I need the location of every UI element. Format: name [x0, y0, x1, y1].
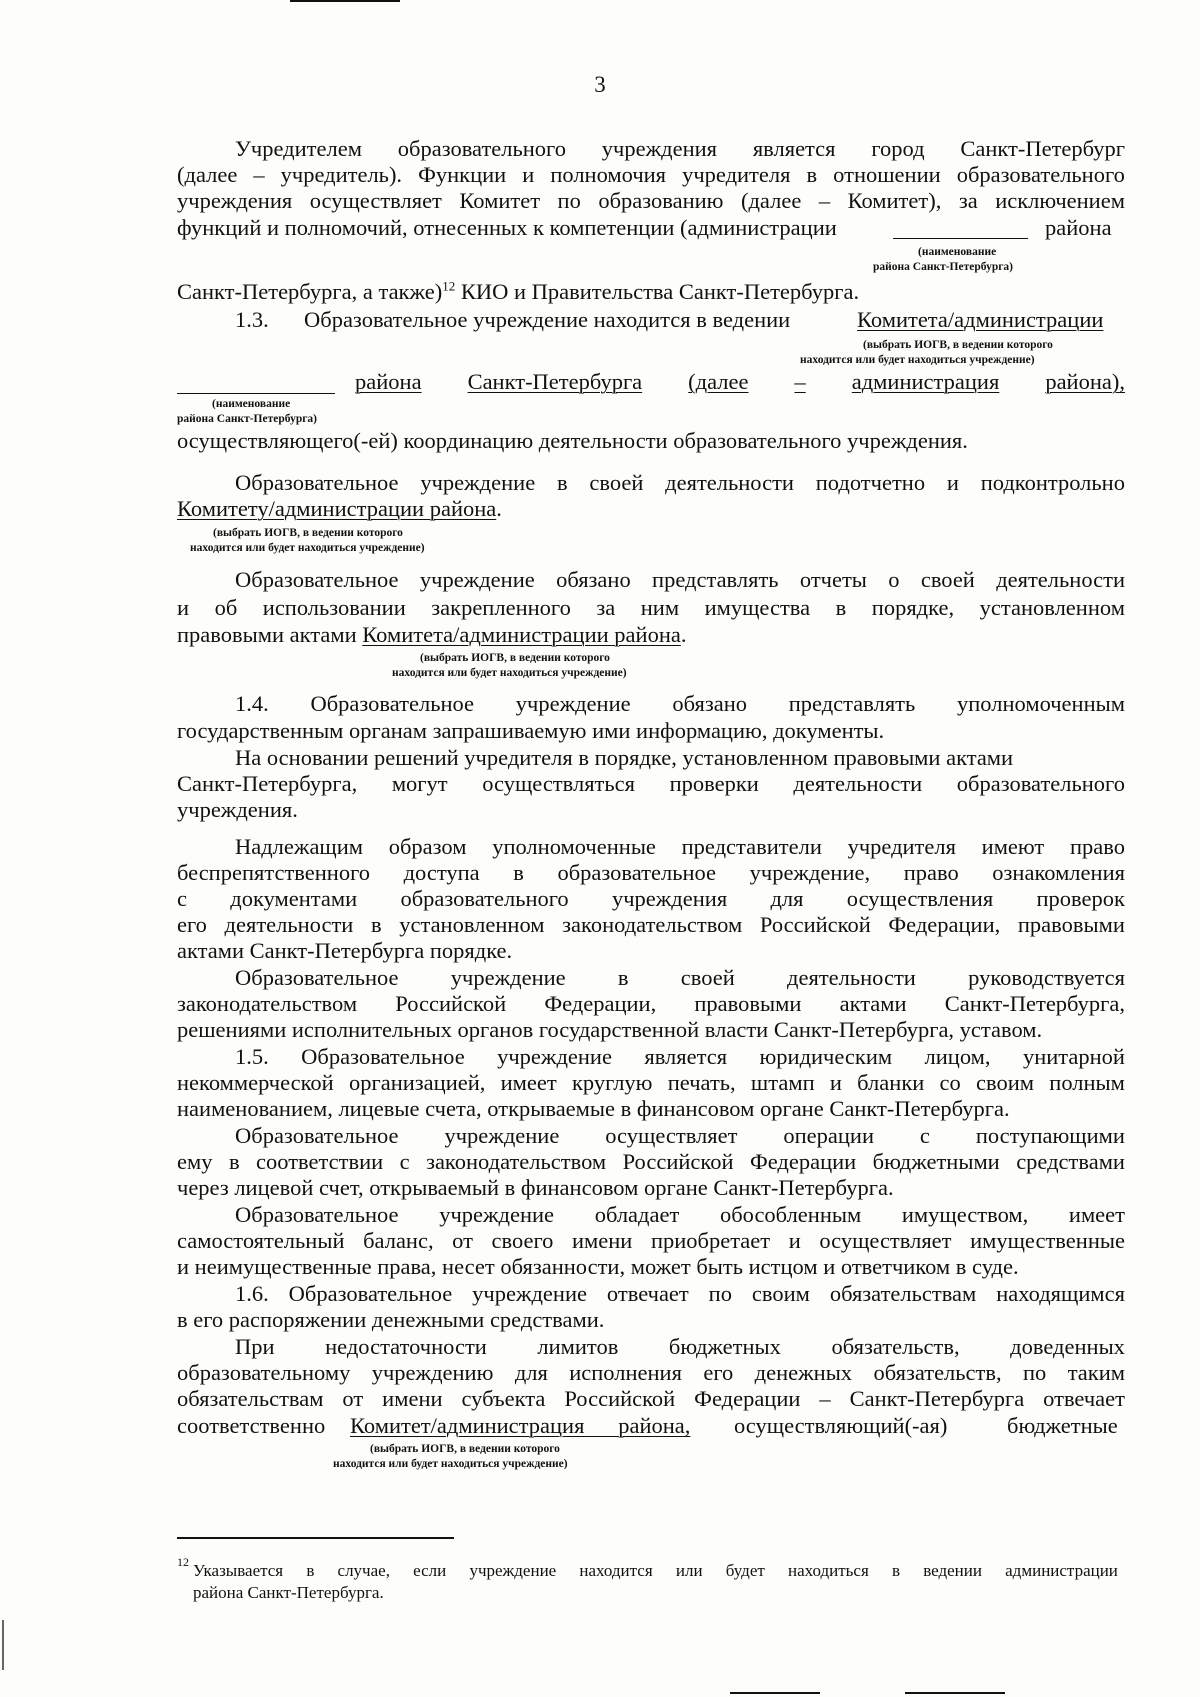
word: Федерации,	[544, 991, 657, 1016]
word: учреждение	[420, 470, 536, 495]
section-1-5-p2-line-1	[235, 1125, 1125, 1148]
word: печать,	[667, 1070, 736, 1095]
p1-line-5-post: КИО и Правительства Санкт-Петербурга.	[455, 279, 860, 304]
word: полным	[1049, 1070, 1125, 1095]
word: город	[871, 136, 925, 161]
ogv-choice-2: Комитету/администрации района	[177, 496, 497, 521]
word: учреждению	[371, 1360, 494, 1385]
word: деятельности	[665, 470, 794, 495]
ogv-choice-1: Комитета/администрации	[857, 307, 1104, 332]
scan-artifact-top	[290, 0, 400, 2]
word: (далее	[688, 369, 749, 394]
word: уполномоченным	[957, 691, 1125, 716]
word: баланс,	[363, 1228, 434, 1253]
word: Образовательное	[235, 965, 399, 990]
word: некоммерческой	[177, 1070, 334, 1095]
word: учредитель).	[280, 162, 403, 187]
s13-p2-l2-end: .	[496, 496, 502, 521]
word: Комитет	[459, 188, 541, 213]
word: ведении	[923, 1561, 982, 1580]
word: деятельности	[793, 771, 923, 796]
section-1-5-p2-line-2	[177, 1151, 1125, 1174]
word: администрация	[851, 369, 1000, 394]
word: Образовательное	[235, 1123, 399, 1148]
ogv-choice-3: Комитета/администрации района	[362, 622, 681, 647]
p1-line-1	[235, 138, 1125, 161]
word: средствами	[1016, 1149, 1125, 1174]
word: случае,	[337, 1561, 390, 1580]
section-1-4-line-1	[235, 693, 1125, 716]
word: отвечает	[1043, 1386, 1125, 1411]
word: Российской	[622, 1149, 734, 1174]
word: своей	[589, 470, 644, 495]
word: отвечает	[606, 1281, 689, 1306]
footnote-separator	[177, 1537, 454, 1539]
word: Санкт-Петербурга	[467, 369, 643, 394]
word: находящимся	[996, 1281, 1125, 1306]
word: образовательного	[956, 771, 1125, 796]
word: актами	[839, 991, 907, 1016]
word: учреждение	[419, 567, 535, 592]
word: за	[958, 188, 978, 213]
word: своей	[680, 965, 735, 990]
word: бюджетными	[872, 1149, 1000, 1174]
p1-line-4-text: функций и полномочий, отнесенных к компетенции (администрации	[177, 215, 837, 240]
word: своего	[491, 1228, 554, 1253]
word: от	[452, 1228, 473, 1253]
word: в	[891, 1561, 901, 1580]
word: бланки	[857, 1070, 925, 1095]
word: Российской	[395, 991, 507, 1016]
word: осуществляет	[309, 188, 442, 213]
district-note-2a: (наименование	[212, 398, 291, 410]
word: с	[399, 1149, 410, 1174]
word: имущественные	[970, 1228, 1125, 1253]
word: Санкт-Петербург	[960, 136, 1125, 161]
ogv-choice-4-part1: Комитет/администрация	[350, 1413, 585, 1438]
word: правовыми	[694, 991, 802, 1016]
word: учреждение	[515, 691, 631, 716]
section-1-5-p3-line-3: и неимущественные права, несет обязанности, может быть истцом и ответчиком в суде.	[177, 1254, 1019, 1279]
word: (далее	[177, 162, 238, 187]
ogv-choice-4	[350, 1415, 690, 1438]
word: его	[177, 912, 207, 937]
word: штамп	[750, 1070, 815, 1095]
word: образовательного	[400, 886, 569, 911]
word: по	[1023, 1360, 1047, 1385]
word: 1.5.	[235, 1044, 269, 1069]
section-1-5-line-3: наименованием, лицевые счета, открываемые в финансовом органе Санкт-Петербурга.	[177, 1096, 1010, 1121]
word: учреждение	[444, 1123, 560, 1148]
footnote-line-1	[193, 1562, 1118, 1579]
word: установленном	[399, 912, 545, 937]
word: право	[903, 860, 959, 885]
word: –	[819, 1386, 831, 1411]
word: и	[522, 162, 535, 187]
ogv-note-4b: находится или будет находиться учреждение)	[333, 1458, 568, 1470]
footnote-ref-12[interactable]: 12	[442, 278, 456, 294]
word: Образовательное	[235, 1202, 399, 1227]
district-note-1a: (наименование	[918, 246, 997, 258]
word: Функции	[418, 162, 507, 187]
word: и	[829, 1070, 842, 1095]
section-1-6-p2-line-4b: осуществляющий(-ая)	[734, 1413, 948, 1438]
p1-line-5	[177, 278, 860, 304]
word: обязательств,	[831, 1334, 960, 1359]
scan-artifact-bottom-1	[730, 1692, 820, 1694]
word: соответствии	[256, 1149, 384, 1174]
word: и	[177, 595, 190, 620]
word: –	[253, 162, 265, 187]
word: отчеты	[799, 567, 867, 592]
word: за	[596, 595, 616, 620]
word: закрепленного	[431, 595, 571, 620]
section-1-5-line-1	[235, 1046, 1125, 1069]
word: находиться	[787, 1561, 869, 1580]
word: При	[235, 1334, 275, 1359]
word: обособленным	[719, 1202, 862, 1227]
page-number: 3	[594, 72, 606, 97]
word: или	[675, 1561, 703, 1580]
ogv-note-1a: (выбрать ИОГВ, в ведении которого	[863, 339, 1053, 351]
section-1-4-p2-line-3: учреждения.	[177, 797, 298, 822]
word: ним	[640, 595, 680, 620]
scan-artifact-left-edge	[2, 1620, 4, 1670]
word: учредителя	[847, 834, 956, 859]
ogv-note-2a: (выбрать ИОГВ, в ведении которого	[213, 527, 403, 539]
word: обязано	[672, 691, 748, 716]
word: своей	[920, 567, 975, 592]
section-1-4-p3-line-2	[177, 862, 1125, 885]
word: образовательное	[557, 860, 717, 885]
word: Образовательное	[310, 691, 475, 716]
word: деятельности	[996, 567, 1125, 592]
word: Российской	[759, 912, 871, 937]
word: подконтрольно	[980, 470, 1125, 495]
word: в	[370, 912, 382, 937]
word: могут	[391, 771, 448, 796]
word: в	[556, 470, 568, 495]
word: от	[342, 1386, 364, 1411]
word: бюджетных	[668, 1334, 781, 1359]
word: учреждение,	[749, 860, 871, 885]
section-1-3-line-2	[355, 371, 1125, 394]
word: Санкт-Петербурга,	[944, 991, 1125, 1016]
section-1-4-p4-line-2	[177, 993, 1125, 1016]
word: исполнения	[569, 1360, 682, 1385]
word: в	[228, 1149, 240, 1174]
p1-line-2	[177, 164, 1125, 187]
word: установленном	[979, 595, 1125, 620]
word: имеет	[1068, 1202, 1125, 1227]
word: Надлежащим	[235, 834, 364, 859]
word: документами	[230, 886, 358, 911]
word: Федерации,	[888, 912, 1001, 937]
word: и	[946, 470, 959, 495]
word: со	[939, 1070, 961, 1095]
ogv-note-2b: находится или будет находиться учреждение)	[190, 542, 425, 554]
word: ознакомления	[992, 860, 1125, 885]
word: законодательством	[562, 912, 743, 937]
word: района	[355, 369, 422, 394]
word: образом	[388, 834, 467, 859]
section-1-4-p2-line-1: На основании решений учредителя в порядке, установленном правовыми актами	[235, 745, 1014, 770]
word: обязательств,	[873, 1360, 1002, 1385]
word: является	[752, 136, 836, 161]
word: по	[708, 1281, 732, 1306]
word: осуществления	[846, 886, 994, 911]
ogv-note-3b: находится или будет находиться учреждение)	[392, 667, 627, 679]
word: представители	[681, 834, 822, 859]
section-1-4-line-2: государственным органам запрашиваемую ими информацию, документы.	[177, 718, 885, 743]
word: представлять	[788, 691, 916, 716]
word: унитарной	[1022, 1044, 1125, 1069]
word: в	[806, 162, 818, 187]
word: учреждения	[177, 188, 293, 213]
section-1-5-line-2	[177, 1072, 1125, 1095]
word: уполномоченные	[492, 834, 656, 859]
word: образованию	[598, 188, 724, 213]
section-1-6-line-1	[235, 1283, 1125, 1306]
word: является	[644, 1044, 728, 1069]
word: учреждение	[439, 1202, 555, 1227]
district-name-blank-1	[893, 238, 1028, 239]
word: законодательством	[426, 1149, 607, 1174]
section-1-6-p2-line-4a: соответственно	[177, 1413, 326, 1438]
word: имеют	[981, 834, 1045, 859]
word: и	[788, 1228, 801, 1253]
word: имуществом,	[901, 1202, 1029, 1227]
word: об	[214, 595, 238, 620]
word: (далее	[740, 188, 802, 213]
word: Учредителем	[235, 136, 362, 161]
word: учреждения	[611, 886, 728, 911]
word: в	[617, 965, 629, 990]
footnote-line-2: района Санкт-Петербурга.	[193, 1583, 384, 1602]
word: своим	[976, 1070, 1035, 1095]
word: законодательством	[177, 991, 358, 1016]
word: если	[413, 1561, 447, 1580]
section-1-3-p3-line-2	[177, 597, 1125, 620]
word: учредителя	[682, 162, 791, 187]
word: руководствуется	[968, 965, 1125, 990]
word: Федерации	[694, 1386, 801, 1411]
section-1-4-p3-line-3	[177, 888, 1125, 911]
word: обязательствам	[177, 1386, 324, 1411]
word: юридическим	[759, 1044, 893, 1069]
p1-line-5-pre: Санкт-Петербурга, а также)	[177, 279, 443, 304]
word: ему	[177, 1149, 213, 1174]
section-1-4-p2-line-2	[177, 773, 1125, 796]
section-1-4-p3-line-4	[177, 914, 1125, 937]
section-1-5-p3-line-2	[177, 1230, 1125, 1253]
section-1-6-p2-line-3	[177, 1388, 1125, 1411]
word: Указывается	[193, 1561, 284, 1580]
word: для	[770, 886, 804, 911]
word: с	[919, 1123, 930, 1148]
word: Федерации	[749, 1149, 857, 1174]
word: организацией,	[348, 1070, 486, 1095]
word: в	[306, 1561, 315, 1580]
section-1-3-p2-line-1	[235, 472, 1125, 495]
word: образовательному	[177, 1360, 351, 1385]
section-1-4-p3-line-5: актами Санкт-Петербурга порядке.	[177, 938, 513, 963]
word: представлять	[652, 567, 779, 592]
district-name-blank-2	[177, 393, 335, 394]
word: учреждение	[472, 1281, 587, 1306]
s13-l1-text: Образовательное учреждение находится в ведении	[304, 307, 791, 332]
section-1-5-p2-line-3: через лицевой счет, открываемый в финансовом органе Санкт-Петербурга.	[177, 1175, 894, 1200]
word: обладает	[594, 1202, 680, 1227]
word: использовании	[262, 595, 406, 620]
word: осуществляться	[482, 771, 635, 796]
section-1-6-line-2: в его распоряжении денежными средствами.	[177, 1307, 605, 1332]
s13-p3-l3-end: .	[680, 622, 687, 647]
ogv-choice-4-part2: района,	[618, 1413, 691, 1438]
section-1-6-p2-line-4c: бюджетные	[1007, 1413, 1118, 1438]
word: Комитет),	[847, 188, 942, 213]
word: учреждения	[601, 136, 717, 161]
word: имеет	[500, 1070, 557, 1095]
section-1-3-p3-line-1	[235, 569, 1125, 592]
word: круглую	[571, 1070, 653, 1095]
word: его	[703, 1360, 734, 1385]
word: для	[514, 1360, 548, 1385]
word: о	[888, 567, 900, 592]
word: Российской	[564, 1386, 676, 1411]
word: денежных	[754, 1360, 853, 1385]
word: исключением	[995, 188, 1125, 213]
word: Образовательное	[301, 1044, 465, 1069]
section-1-6-p2-line-1	[235, 1336, 1125, 1359]
word: проверок	[1036, 886, 1125, 911]
word: операции	[783, 1123, 874, 1148]
word: имущества	[704, 595, 811, 620]
p1-line-4	[177, 217, 837, 240]
word: таким	[1067, 1360, 1125, 1385]
word: обязательствам	[829, 1281, 977, 1306]
word: –	[794, 369, 806, 394]
word: Образовательное	[235, 567, 399, 592]
word: Санкт-Петербурга,	[177, 771, 358, 796]
word: 1.4.	[235, 691, 269, 716]
word: подотчетно	[815, 470, 926, 495]
word: беспрепятственного	[177, 860, 371, 885]
word: района),	[1045, 369, 1125, 394]
word: по	[557, 188, 581, 213]
word: образовательного	[956, 162, 1125, 187]
word: поступающими	[975, 1123, 1125, 1148]
ogv-note-3a: (выбрать ИОГВ, в ведении которого	[420, 652, 610, 664]
word: с	[177, 886, 187, 911]
district-note-1b: района Санкт-Петербурга)	[873, 261, 1014, 273]
word: проверки	[669, 771, 759, 796]
section-1-3-number: 1.3.	[235, 307, 269, 332]
section-1-4-p4-line-1	[235, 967, 1125, 990]
word: доведенных	[1010, 1334, 1125, 1359]
section-1-6-p2-line-2	[177, 1362, 1125, 1385]
word: имени	[572, 1228, 633, 1253]
word: своим	[751, 1281, 810, 1306]
word: правовыми	[1017, 912, 1125, 937]
scan-artifact-bottom-2	[905, 1692, 1005, 1694]
word: самостоятельный	[177, 1228, 345, 1253]
section-1-4-p4-line-3: решениями исполнительных органов государственной власти Санкт-Петербурга, уставом.	[177, 1017, 1043, 1042]
p1-line-4-end: района	[1045, 215, 1112, 240]
word: приобретает	[650, 1228, 771, 1253]
word: деятельности	[224, 912, 354, 937]
word: Образовательное	[235, 470, 399, 495]
word: отношении	[833, 162, 941, 187]
section-1-4-p3-line-1	[235, 836, 1125, 859]
word: право	[1069, 834, 1125, 859]
word: деятельности	[787, 965, 916, 990]
word: Санкт-Петербурга	[849, 1386, 1025, 1411]
s13-p3-l3-pre: правовыми актами	[177, 622, 363, 647]
word: доступа	[403, 860, 480, 885]
word: обязано	[556, 567, 631, 592]
ogv-note-4a: (выбрать ИОГВ, в ведении которого	[370, 1443, 560, 1455]
ogv-note-1b: находится или будет находиться учреждение)	[800, 354, 1035, 366]
word: администрации	[1005, 1561, 1118, 1580]
word: находится	[579, 1561, 653, 1580]
section-1-5-p3-line-1	[235, 1204, 1125, 1227]
word: лимитов	[537, 1334, 619, 1359]
word: осуществляет	[605, 1123, 738, 1148]
word: учреждение	[450, 965, 566, 990]
section-1-3-p3-line-3	[177, 624, 686, 647]
word: порядке,	[871, 595, 955, 620]
word: недостаточности	[325, 1334, 487, 1359]
word: будет	[725, 1561, 765, 1580]
district-note-2b: района Санкт-Петербурга)	[177, 413, 318, 425]
word: 1.6.	[235, 1281, 269, 1306]
word: имени	[382, 1386, 443, 1411]
section-1-3-line-1	[304, 309, 790, 332]
word: образовательного	[397, 136, 566, 161]
word: учреждение	[469, 1561, 557, 1580]
word: в	[513, 860, 524, 885]
word: осуществляет	[819, 1228, 952, 1253]
footnote-number: 12	[177, 1555, 189, 1569]
section-1-3-line-3: осуществляющего(-ей) координацию деятельности образовательного учреждения.	[177, 428, 968, 453]
word: субъекта	[461, 1386, 546, 1411]
word: полномочия	[550, 162, 667, 187]
section-1-3-p2-line-2	[177, 498, 502, 521]
word: –	[818, 188, 831, 213]
p1-line-3	[177, 190, 1125, 213]
word: учреждение	[497, 1044, 612, 1069]
word: Образовательное	[288, 1281, 453, 1306]
word: в	[835, 595, 847, 620]
word: лицом,	[924, 1044, 991, 1069]
